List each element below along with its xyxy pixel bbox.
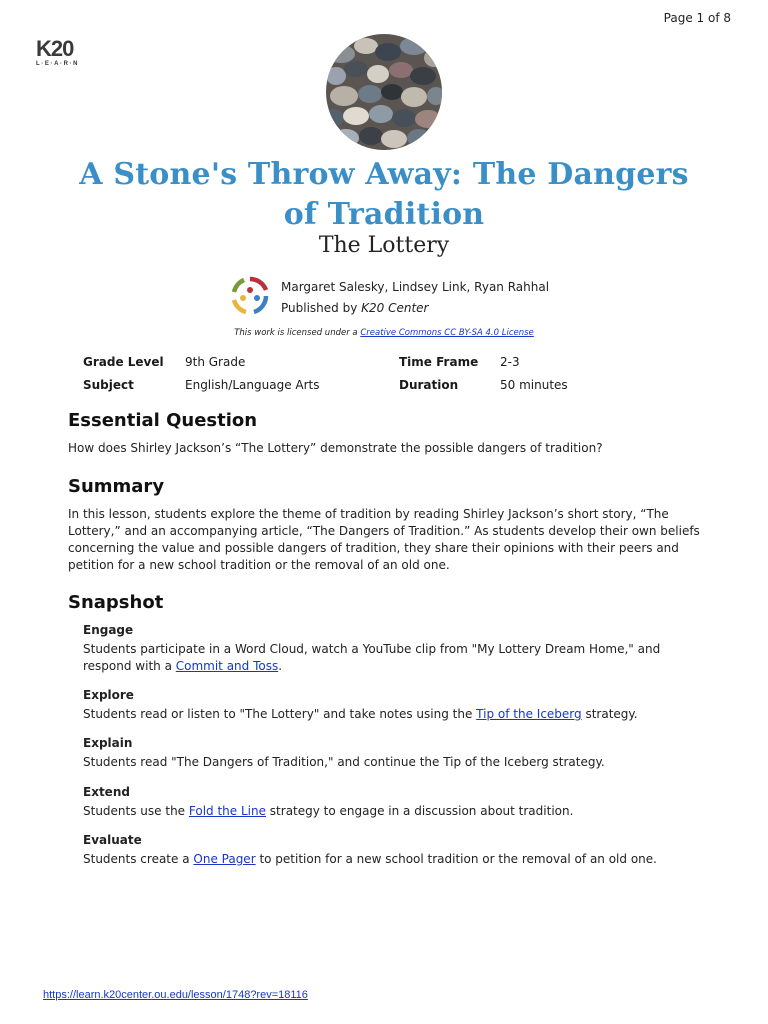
meta-row xyxy=(83,373,703,396)
explain-text: Students read "The Dangers of Tradition," and continue the Tip of the Iceberg strategy. xyxy=(83,755,605,769)
footer-url-link[interactable]: https://learn.k20center.ou.edu/lesson/1748?rev=18116 xyxy=(43,989,308,1001)
engage-label: Engage xyxy=(83,623,134,637)
publisher-name: K20 Center xyxy=(361,301,429,315)
tip-of-the-iceberg-link[interactable]: Tip of the Iceberg xyxy=(476,707,582,721)
summary-text: In this lesson, students explore the theme of tradition by reading Shirley Jackson’s short story, “The Lottery,” and an accompanying article, “The Dangers of Tradition.” As students develop their own beliefs concerning the value and possible dangers of tradition, they share their opinions with their peers and petition for a new school tradition or the removal of an old one. xyxy=(68,507,700,572)
evaluate-post: to petition for a new school tradition or the removal of an old one. xyxy=(255,852,657,866)
extend-post: strategy to engage in a discussion about tradition. xyxy=(265,804,574,818)
commit-and-toss-link[interactable]: Commit and Toss xyxy=(175,659,279,673)
explain-label: Explain xyxy=(83,736,133,750)
subject-value: English/Language Arts xyxy=(185,377,320,392)
one-pager-link[interactable]: One Pager xyxy=(193,852,256,866)
snapshot-evaluate xyxy=(83,832,708,868)
grade-level-label: Grade Level xyxy=(83,354,164,369)
k20-center-icon xyxy=(230,276,270,316)
logo-subtext: L·E·A·R·N xyxy=(36,61,80,67)
evaluate-label: Evaluate xyxy=(83,833,142,847)
subject-label: Subject xyxy=(83,377,134,392)
fold-the-line-link[interactable]: Fold the Line xyxy=(188,804,266,818)
snapshot-engage xyxy=(83,622,708,675)
explore-text xyxy=(83,706,708,723)
stones-image xyxy=(326,34,442,150)
summary-heading: Summary xyxy=(68,476,165,497)
duration-value: 50 minutes xyxy=(500,377,568,392)
duration-label: Duration xyxy=(399,377,459,392)
license-link[interactable]: Creative Commons CC BY-SA 4.0 License xyxy=(360,328,534,338)
essential-question-heading: Essential Question xyxy=(68,410,258,431)
evaluate-text xyxy=(83,851,708,868)
lesson-title: A Stone's Throw Away: The Dangers of Tradition xyxy=(79,157,689,232)
snapshot-explore xyxy=(83,687,708,723)
authors-names: Margaret Salesky, Lindsey Link, Ryan Rahhal xyxy=(281,280,550,294)
snapshot-heading: Snapshot xyxy=(68,592,164,613)
time-frame-value: 2-3 xyxy=(500,354,520,369)
lesson-meta-table xyxy=(83,350,703,396)
snapshot-extend xyxy=(83,784,708,820)
snapshot-explain xyxy=(83,735,708,771)
explore-pre: Students read or listen to "The Lottery" and take notes using the xyxy=(83,707,477,721)
extend-label: Extend xyxy=(83,785,130,799)
explore-label: Explore xyxy=(83,688,134,702)
authors-block xyxy=(281,277,549,319)
engage-post: . xyxy=(278,659,283,673)
evaluate-pre: Students create a xyxy=(83,852,194,866)
logo-text: K20 xyxy=(36,36,74,61)
extend-text xyxy=(83,803,708,820)
license-prefix: This work is licensed under a xyxy=(234,328,361,338)
explore-post: strategy. xyxy=(581,707,638,721)
lesson-subtitle: The Lottery xyxy=(318,233,450,258)
engage-text xyxy=(83,641,708,675)
extend-pre: Students use the xyxy=(83,804,189,818)
page-number: Page 1 of 8 xyxy=(663,11,731,25)
publisher-line xyxy=(281,298,549,319)
time-frame-label: Time Frame xyxy=(399,354,479,369)
meta-row xyxy=(83,350,703,373)
published-prefix: Published by xyxy=(281,301,362,315)
k20-logo xyxy=(36,38,78,68)
engage-pre: Students participate in a Word Cloud, watch a YouTube clip from "My Lottery Dream Home," and respond with a xyxy=(83,642,661,673)
license-notice xyxy=(0,328,768,338)
grade-level-value: 9th Grade xyxy=(185,354,246,369)
essential-question-text: How does Shirley Jackson’s “The Lottery” demonstrate the possible dangers of tradition? xyxy=(68,441,603,455)
